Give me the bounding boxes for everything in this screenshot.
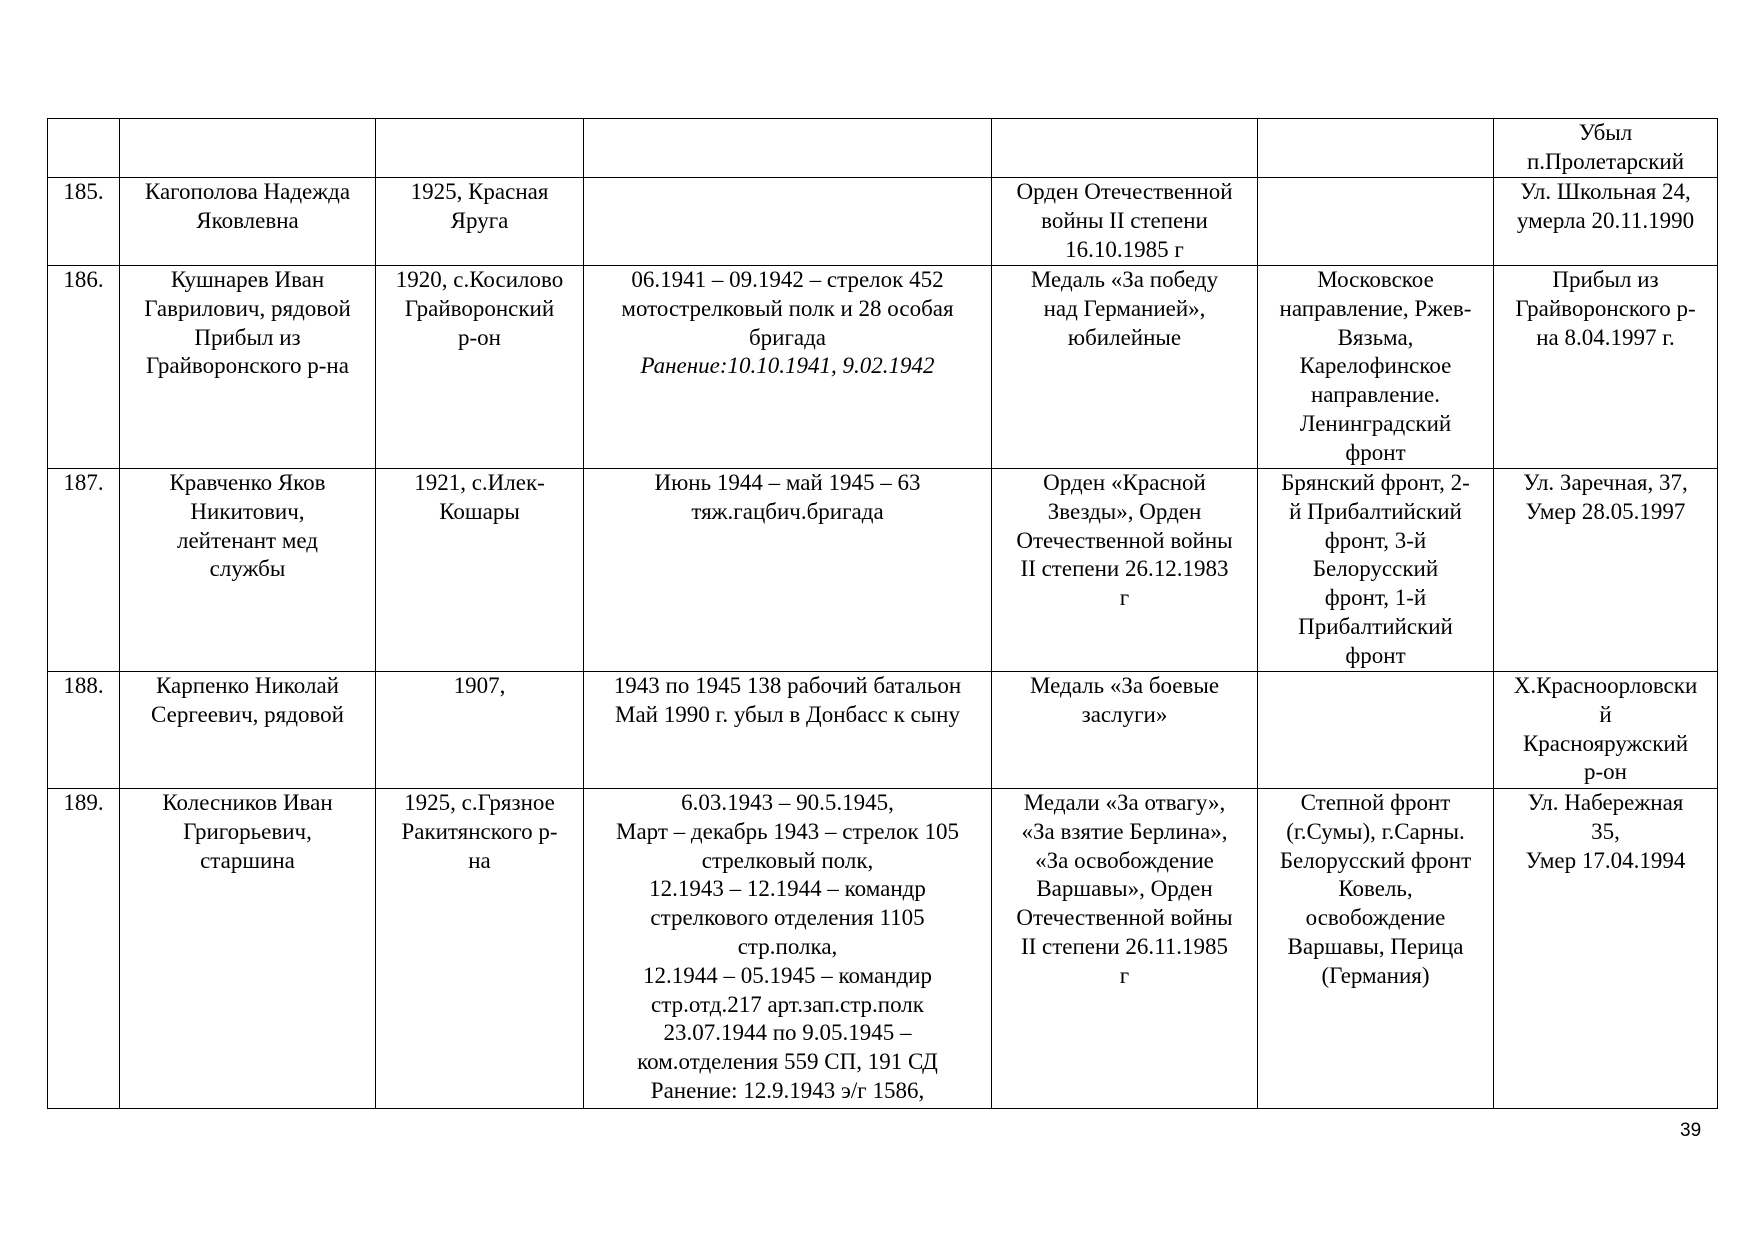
wound-dates: Ранение:10.10.1941, 9.02.1942 bbox=[640, 353, 935, 379]
front-info bbox=[1258, 178, 1494, 266]
page-number: 39 bbox=[1680, 1120, 1702, 1141]
table-row bbox=[48, 119, 1718, 178]
service-info: 1943 по 1945 138 рабочий батальон Май 1990 г. убыл в Донбасс к сыну bbox=[584, 672, 992, 789]
service-text: 06.1941 – 09.1942 – стрелок 452 мотострелковый полк и 28 особая бригада bbox=[621, 267, 954, 350]
awards-info bbox=[992, 119, 1258, 178]
notes-info: Х.Красноорловски й Краснояружский р-он bbox=[1494, 672, 1718, 789]
person-name: Кравченко Яков Никитович, лейтенант мед службы bbox=[120, 469, 376, 672]
birth-info: 1907, bbox=[376, 672, 584, 789]
records-table bbox=[47, 118, 1718, 1109]
front-info: Брянский фронт, 2- й Прибалтийский фронт, 3-й Белорусский фронт, 1-й Прибалтийский фронт bbox=[1258, 469, 1494, 672]
table-row bbox=[48, 672, 1718, 789]
notes-info: Убыл п.Пролетарский bbox=[1494, 119, 1718, 178]
person-name: Колесников Иван Григорьевич, старшина bbox=[120, 789, 376, 1109]
service-info bbox=[584, 266, 992, 469]
birth-info: 1921, с.Илек- Кошары bbox=[376, 469, 584, 672]
records-table-body bbox=[48, 119, 1718, 1109]
service-info: 6.03.1943 – 90.5.1945, Март – декабрь 1943 – стрелок 105 стрелковый полк, 12.1943 – 12.1944 – командр стрелкового отделения 1105 стр.полка, 12.1944 – 05.1945 – командир стр.отд.217 арт.зап.стр.полк 23.07.1944 по 9.05.1945 – ком.отделения 559 СП, 191 СД Ранение: 12.9.1943 э/г 1586, bbox=[584, 789, 992, 1109]
table-row bbox=[48, 266, 1718, 469]
row-number: 187. bbox=[48, 469, 120, 672]
awards-info: Орден «Красной Звезды», Орден Отечественной войны II степени 26.12.1983 г bbox=[992, 469, 1258, 672]
service-info bbox=[584, 119, 992, 178]
awards-info: Медаль «За победу над Германией», юбилейные bbox=[992, 266, 1258, 469]
person-name: Кушнарев Иван Гаврилович, рядовой Прибыл из Грайворонского р-на bbox=[120, 266, 376, 469]
person-name bbox=[120, 119, 376, 178]
front-info: Степной фронт (г.Сумы), г.Сарны. Белорусский фронт Ковель, освобождение Варшавы, Перица (Германия) bbox=[1258, 789, 1494, 1109]
notes-info: Ул. Заречная, 37, Умер 28.05.1997 bbox=[1494, 469, 1718, 672]
awards-info: Медали «За отвагу», «За взятие Берлина», «За освобождение Варшавы», Орден Отечественной войны II степени 26.11.1985 г bbox=[992, 789, 1258, 1109]
awards-info: Медаль «За боевые заслуги» bbox=[992, 672, 1258, 789]
birth-info: 1920, с.Косилово Грайворонский р-он bbox=[376, 266, 584, 469]
row-number: 188. bbox=[48, 672, 120, 789]
birth-info bbox=[376, 119, 584, 178]
row-number: 186. bbox=[48, 266, 120, 469]
person-name: Карпенко Николай Сергеевич, рядовой bbox=[120, 672, 376, 789]
row-number bbox=[48, 119, 120, 178]
table-row bbox=[48, 469, 1718, 672]
notes-info: Ул. Набережная 35, Умер 17.04.1994 bbox=[1494, 789, 1718, 1109]
service-info bbox=[584, 178, 992, 266]
service-info: Июнь 1944 – май 1945 – 63 тяж.гацбич.бригада bbox=[584, 469, 992, 672]
birth-info: 1925, Красная Яруга bbox=[376, 178, 584, 266]
row-number: 189. bbox=[48, 789, 120, 1109]
awards-info: Орден Отечественной войны II степени 16.10.1985 г bbox=[992, 178, 1258, 266]
table-row bbox=[48, 178, 1718, 266]
notes-info: Прибыл из Грайворонского р- на 8.04.1997 г. bbox=[1494, 266, 1718, 469]
table-row bbox=[48, 789, 1718, 1109]
birth-info: 1925, с.Грязное Ракитянского р- на bbox=[376, 789, 584, 1109]
notes-info: Ул. Школьная 24, умерла 20.11.1990 bbox=[1494, 178, 1718, 266]
person-name: Кагополова Надежда Яковлевна bbox=[120, 178, 376, 266]
front-info bbox=[1258, 672, 1494, 789]
front-info bbox=[1258, 119, 1494, 178]
front-info: Московское направление, Ржев- Вязьма, Карелофинское направление. Ленинградский фронт bbox=[1258, 266, 1494, 469]
row-number: 185. bbox=[48, 178, 120, 266]
